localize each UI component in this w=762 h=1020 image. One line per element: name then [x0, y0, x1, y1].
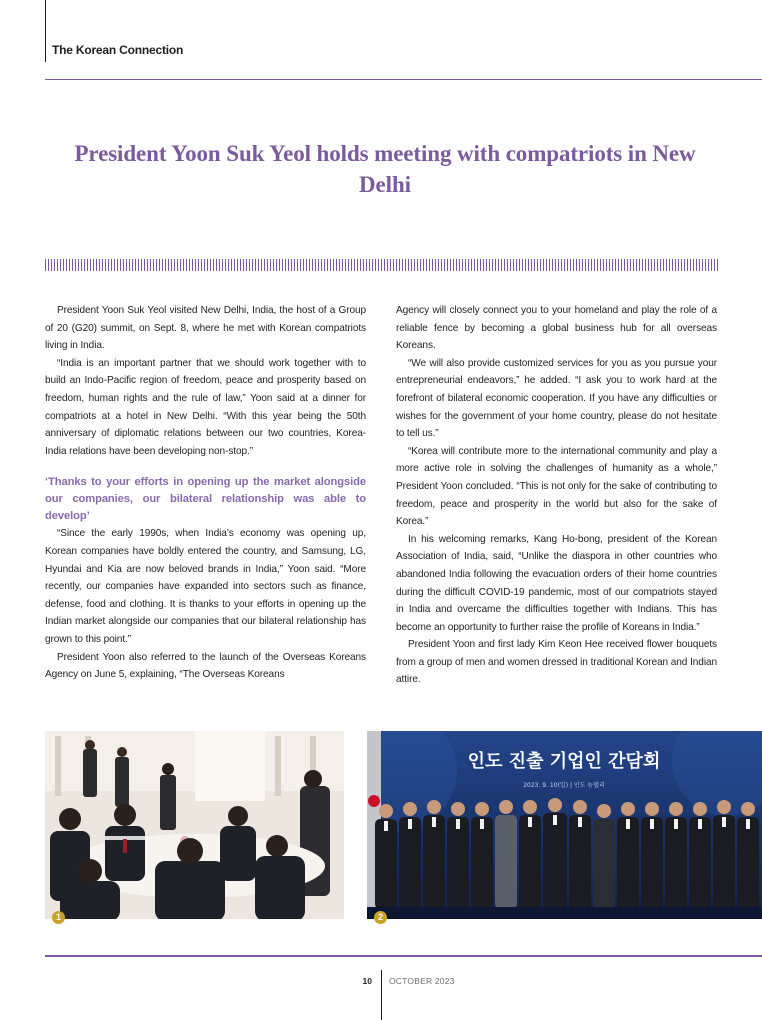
- decorative-hatch-bar: [45, 259, 718, 271]
- business-meeting-illustration: [367, 731, 762, 919]
- section-label: The Korean Connection: [52, 43, 184, 57]
- photo-dinner-meeting: [45, 731, 344, 919]
- subheading: ‘Thanks to your efforts in opening up the market alongside our companies, our bilateral relationship was able to develop’: [45, 476, 366, 523]
- banner-subtitle: 2023. 9. 10(일) | 인도 뉴델리: [523, 782, 605, 789]
- paragraph: “India is an important partner that we should work together with to build an Indo-Pacific region of freedom, peace and prosperity based on freedom, human rights and the rule of law,” Yoon said at a dinner for compatriots at a hotel in New Delhi. “With this year being the 50th anniversary of diplomatic relations between our two countries, Korea-India relations have been developing non-stop.”: [45, 357, 366, 457]
- issue-date: OCTOBER 2023: [389, 976, 455, 986]
- banner-title: 인도 진출 기업인 간담회: [467, 751, 661, 772]
- right-column: [396, 302, 717, 689]
- paragraph: “Since the early 1990s, when India’s economy was opening up, Korean companies have boldly entered the country, and Samsung, LG, Hyundai and Kia are now beloved brands in India,” Yoon said. “More recently, our companies have expanded into sectors such as finance, defense, food and clothing. It is thanks to your efforts in opening up the Indian market alongside our companies that our bilateral relationship has grown to this point.”: [45, 528, 366, 645]
- paragraph: In his welcoming remarks, Kang Ho-bong, president of the Korean Association of India, said, “Unlike the diaspora in other countries who abandoned India following the evacuation orders of their home countries during the difficult COVID-19 pandemic, most of our compatriots stayed in India and overcame the difficulties together with Indians. This has become an opportunity to further raise the profile of Koreans in India.”: [396, 533, 717, 633]
- paragraph: President Yoon also referred to the launch of the Overseas Koreans Agency on June 5, explaining, “The Overseas Koreans: [45, 651, 366, 681]
- left-column: [45, 302, 366, 684]
- photo-number-badge: 2: [374, 911, 387, 924]
- dinner-meeting-illustration: [45, 731, 344, 919]
- paragraph: President Yoon and first lady Kim Keon Hee received flower bouquets from a group of men and women dressed in traditional Korean and Indian attire.: [396, 639, 717, 686]
- paragraph: President Yoon Suk Yeol visited New Delhi, India, the host of a Group of 20 (G20) summit, on Sept. 8, where he met with Korean compatriots living in India.: [45, 305, 366, 352]
- footer-divider: [381, 970, 382, 1020]
- article-title: President Yoon Suk Yeol holds meeting with compatriots in New Delhi: [74, 141, 696, 197]
- paragraph: “Korea will contribute more to the international community and play a more active role in solving the challenges of humanity as a whole,” President Yoon concluded. “This is not only for the sake of contributing to freedom, peace and prosperity in the world but also for the sake of Korea.”: [396, 445, 717, 528]
- bottom-rule: [45, 955, 762, 957]
- photo-number-badge: 1: [52, 911, 65, 924]
- paragraph: Agency will closely connect you to your homeland and play the role of a reliable fence by becoming a global business hub for all overseas Koreans.: [396, 305, 717, 352]
- top-rule: [45, 79, 762, 80]
- header-divider: [45, 0, 46, 62]
- page-number: 10: [362, 976, 372, 986]
- paragraph: “We will also provide customized services for you as you pursue your entrepreneurial endeavors,” he added. “I ask you to work hard at the forefront of bilateral economic cooperation. If you have any difficulties or wishes for the government of your home country, please do not hesitate to tell us.”: [396, 357, 717, 440]
- photo-business-meeting: [367, 731, 762, 919]
